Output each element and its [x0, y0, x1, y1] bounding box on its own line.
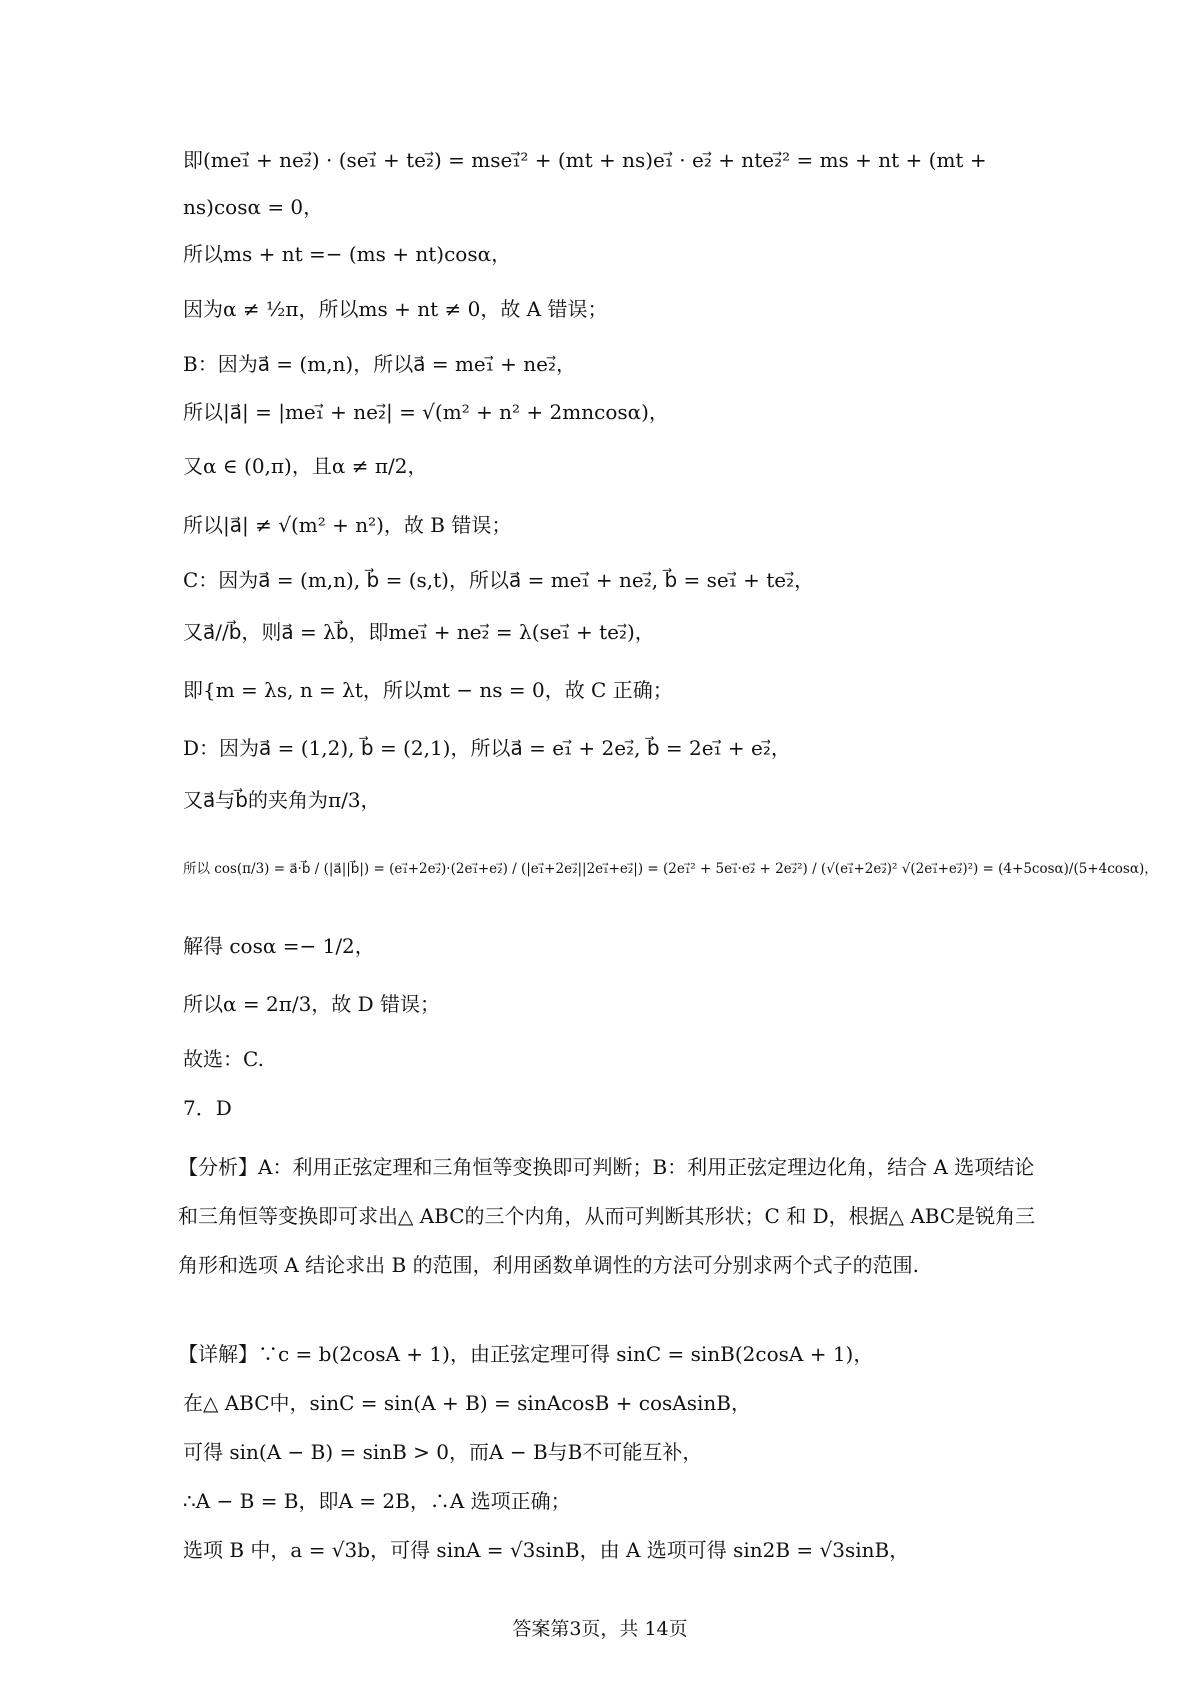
text-line-12: D：因为a⃗ = (1,2), b⃗ = (2,1)，所以a⃗ = e₁⃗ + 2e₂⃗, b⃗ = 2e₁⃗ + e₂⃗， [183, 736, 791, 760]
page-footer: 答案第3页，共 14页 [512, 1618, 688, 1640]
text-line-14: 所以 cos(π/3) = a⃗·b⃗ / (|a⃗||b⃗|) = (e₁⃗+2e₂⃗)·(2e₁⃗+e₂⃗) / (|e₁⃗+2e₂⃗||2e₁⃗+e₂⃗|) = (2e₁⃗² + 5e₁⃗·e₂⃗ + 2e₂⃗²) / (√(e₁⃗+2e₂⃗)² √(2e₁⃗+e₂⃗)²) = (4+5cosα)/(5+4cosα)， [183, 861, 1158, 877]
text-line-22: 可得 sin(A − B) = sinB > 0，而A − B与B不可能互补， [183, 1440, 703, 1464]
text-line-5: B：因为a⃗ = (m,n)，所以a⃗ = me₁⃗ + ne₂⃗， [183, 352, 576, 376]
text-line-24: 选项 B 中，a = √3b，可得 sinA = √3sinB，由 A 选项可得 sin2B = √3sinB， [183, 1538, 910, 1562]
text-line-2: ns)cosα = 0， [183, 195, 324, 219]
text-line-15: 解得 cosα =− 1/2， [183, 934, 375, 958]
text-line-21: 在△ ABC中，sinC = sin(A + B) = sinAcosB + cosAsinB， [183, 1391, 751, 1415]
text-line-13: 又a⃗与b⃗的夹角为π/3， [183, 788, 381, 812]
text-line-11: 即{m = λs, n = λt，所以mt − ns = 0，故 C 正确； [183, 678, 673, 702]
text-line-3: 所以ms + nt =− (ms + nt)cosα， [183, 242, 512, 266]
text-paragraph-analysis: 【分析】A：利用正弦定理和三角恒等变换即可判断；B：利用正弦定理边化角，结合 A 选项结论和三角恒等变换即可求出△ ABC的三个内角，从而可判断其形状；C 和 D，根据△ ABC是锐角三角形和选项 A 结论求出 B 的范围，利用函数单调性的方法可分别求两个式子的范围. [178, 1155, 1036, 1277]
text-line-1: 即(me₁⃗ + ne₂⃗) · (se₁⃗ + te₂⃗) = mse₁⃗² + (mt + ns)e₁⃗ · e₂⃗ + nte₂⃗² = ms + nt + (mt + [183, 148, 987, 172]
text-line-16: 所以α = 2π/3，故 D 错误； [183, 992, 441, 1016]
text-line-20: 【详解】∵c = b(2cosA + 1)，由正弦定理可得 sinC = sinB(2cosA + 1)， [178, 1342, 874, 1366]
text-line-23: ∴A − B = B，即A = 2B，∴A 选项正确； [183, 1489, 571, 1513]
text-line-7: 又α ∈ (0,π)，且α ≠ π/2， [183, 454, 428, 478]
text-line-8: 所以|a⃗| ≠ √(m² + n²)，故 B 错误； [183, 513, 512, 537]
text-line-4: 因为α ≠ ½π，所以ms + nt ≠ 0，故 A 错误； [183, 297, 608, 321]
text-line-10: 又a⃗//b⃗，则a⃗ = λb⃗，即me₁⃗ + ne₂⃗ = λ(se₁⃗ + te₂⃗)， [183, 620, 655, 644]
text-line-18: 7．D [183, 1096, 232, 1120]
text-line-6: 所以|a⃗| = |me₁⃗ + ne₂⃗| = √(m² + n² + 2mncosα)， [183, 400, 669, 424]
text-line-17: 故选：C. [183, 1047, 264, 1071]
text-line-9: C：因为a⃗ = (m,n), b⃗ = (s,t)，所以a⃗ = me₁⃗ + ne₂⃗, b⃗ = se₁⃗ + te₂⃗， [183, 568, 815, 592]
